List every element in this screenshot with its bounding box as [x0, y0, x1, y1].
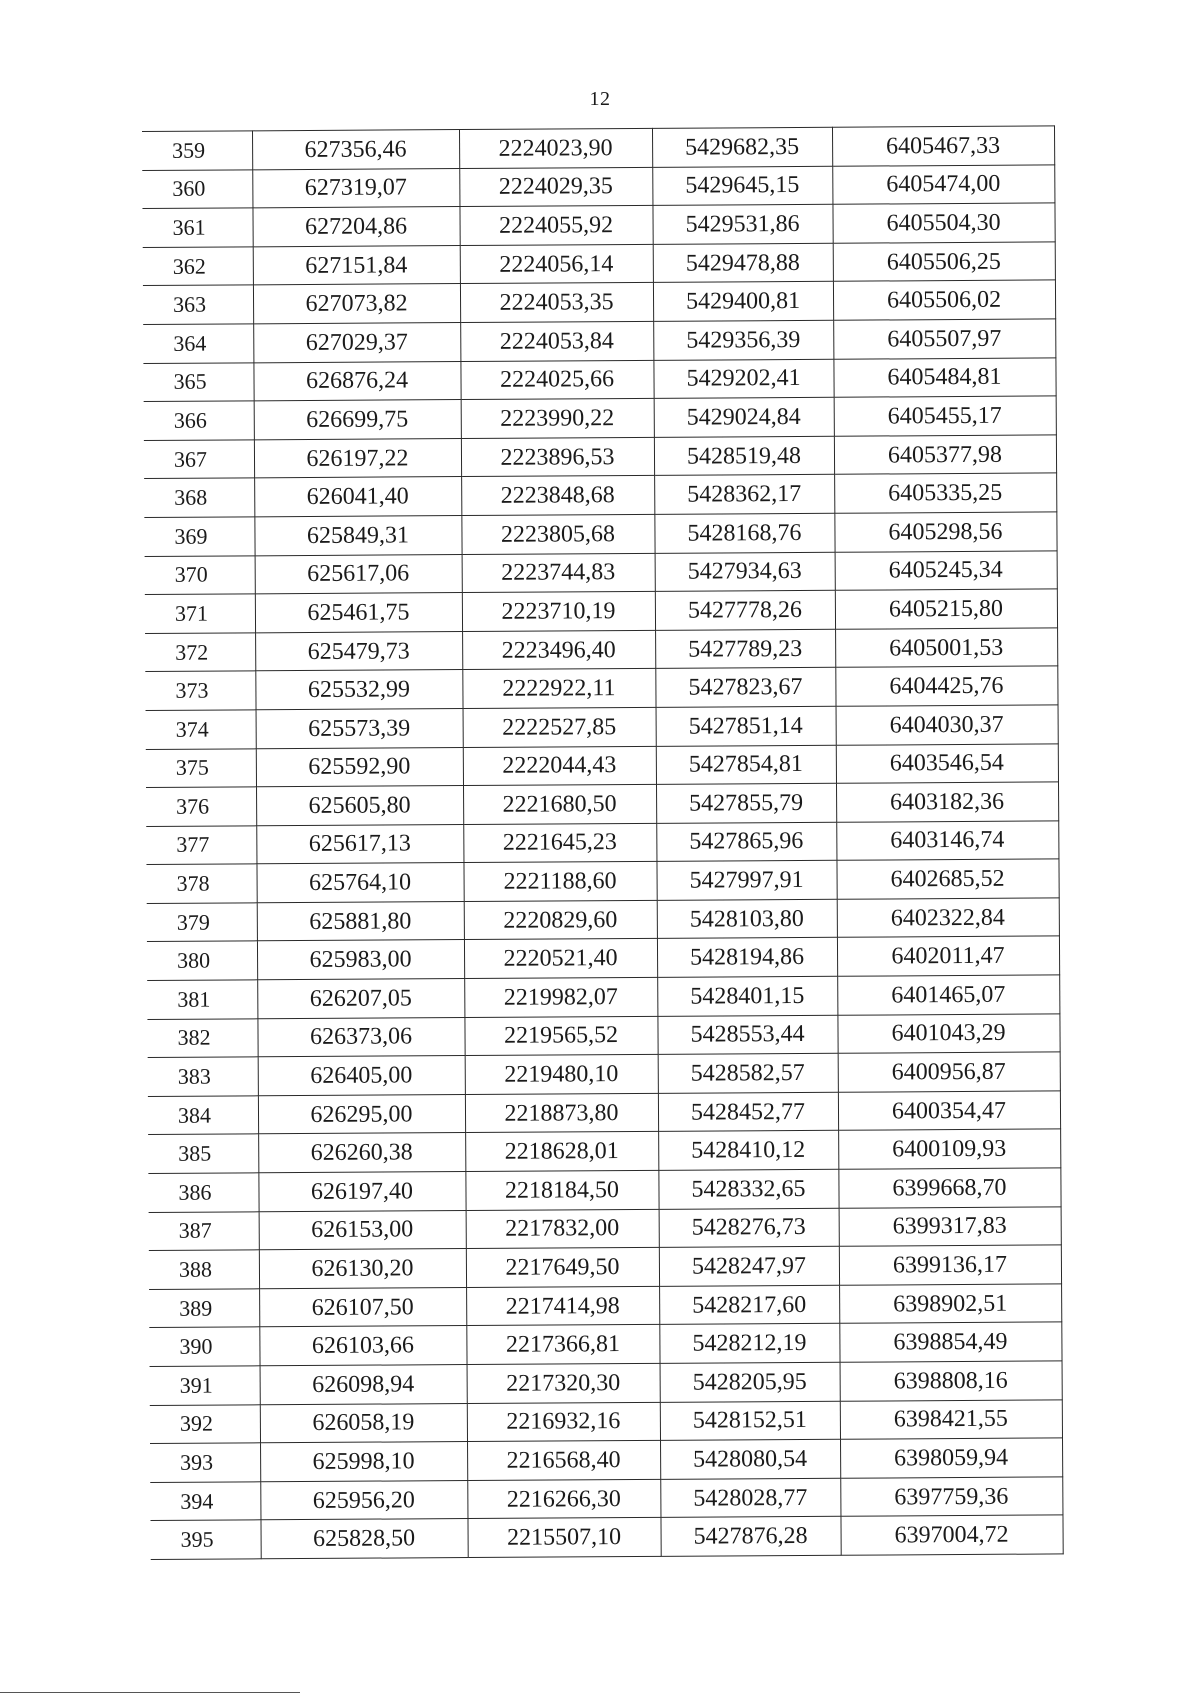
coord-y2-cell: 6398854,49: [839, 1322, 1061, 1362]
table-row: [149, 1245, 1061, 1289]
coord-y2-cell: 6405215,80: [835, 589, 1057, 629]
coord-y1-cell: 2224029,35: [459, 167, 652, 207]
point-number-cell: 395: [150, 1520, 260, 1559]
table-row: [144, 435, 1056, 479]
table-row: [147, 898, 1059, 942]
coord-x2-cell: 5428553,44: [657, 1015, 837, 1055]
coordinates-table: [142, 125, 1063, 1560]
coord-x2-cell: 5429531,86: [652, 204, 832, 244]
coord-y1-cell: 2223744,83: [462, 553, 655, 593]
table-row: [146, 782, 1058, 826]
point-number-cell: 359: [142, 131, 252, 170]
coord-y2-cell: 6402322,84: [837, 898, 1059, 938]
table-row: [146, 705, 1058, 749]
coord-x2-cell: 5427789,23: [655, 629, 835, 669]
coord-y1-cell: 2219480,10: [465, 1055, 658, 1095]
point-number-cell: 377: [146, 826, 256, 865]
coord-y2-cell: 6405377,98: [834, 435, 1056, 475]
coord-y1-cell: 2216932,16: [467, 1402, 660, 1442]
coord-y1-cell: 2219565,52: [464, 1016, 657, 1056]
coord-y1-cell: 2218628,01: [465, 1132, 658, 1172]
coord-x2-cell: 5428080,54: [660, 1439, 840, 1479]
coord-y1-cell: 2222044,43: [463, 746, 656, 786]
coord-y2-cell: 6403182,36: [836, 782, 1058, 822]
table-row: [145, 550, 1057, 594]
coord-x2-cell: 5428217,60: [659, 1285, 839, 1325]
point-number-cell: 389: [149, 1289, 259, 1328]
coord-x1-cell: 626373,06: [257, 1017, 464, 1057]
coord-x2-cell: 5428519,48: [654, 436, 834, 476]
table-row: [142, 165, 1054, 209]
coord-x1-cell: 626153,00: [259, 1210, 466, 1250]
coord-x1-cell: 625461,75: [255, 593, 462, 633]
coord-y1-cell: 2223990,22: [461, 399, 654, 439]
point-number-cell: 361: [142, 208, 252, 247]
point-number-cell: 364: [143, 324, 253, 363]
point-number-cell: 371: [145, 594, 255, 633]
table-row: [149, 1284, 1061, 1328]
coord-y2-cell: 6404030,37: [836, 705, 1058, 745]
coord-y2-cell: 6398902,51: [839, 1284, 1061, 1324]
point-number-cell: 391: [150, 1366, 260, 1405]
coord-x2-cell: 5428247,97: [659, 1246, 839, 1286]
coord-x2-cell: 5429400,81: [653, 282, 833, 322]
coord-x2-cell: 5429682,35: [652, 127, 832, 167]
table-row: [148, 1091, 1060, 1135]
table-row: [147, 975, 1059, 1019]
coord-y2-cell: 6398421,55: [840, 1399, 1062, 1439]
coord-y2-cell: 6403146,74: [836, 821, 1058, 861]
table-row: [150, 1515, 1062, 1559]
coord-y1-cell: 2222527,85: [463, 707, 656, 747]
coord-y1-cell: 2223710,19: [462, 592, 655, 632]
coord-x2-cell: 5427778,26: [655, 590, 835, 630]
coord-y1-cell: 2215507,10: [467, 1518, 660, 1558]
coord-x2-cell: 5428410,12: [658, 1131, 838, 1171]
coord-x1-cell: 627356,46: [252, 130, 459, 170]
coord-y2-cell: 6399317,83: [839, 1207, 1061, 1247]
coord-x1-cell: 626699,75: [254, 400, 461, 440]
table-row: [143, 319, 1055, 363]
table-row: [143, 357, 1055, 401]
coord-y1-cell: 2217366,81: [466, 1325, 659, 1365]
coord-x2-cell: 5427855,79: [656, 783, 836, 823]
coord-y2-cell: 6399136,17: [839, 1245, 1061, 1285]
coord-x2-cell: 5428452,77: [658, 1092, 838, 1132]
point-number-cell: 387: [149, 1211, 259, 1250]
coord-x1-cell: 626098,94: [260, 1365, 467, 1405]
coord-y1-cell: 2224023,90: [459, 128, 652, 168]
table-row: [149, 1322, 1061, 1366]
coord-y2-cell: 6398059,94: [840, 1438, 1062, 1478]
coord-y1-cell: 2217649,50: [466, 1248, 659, 1288]
coord-y1-cell: 2217320,30: [467, 1363, 660, 1403]
table-row: [146, 821, 1058, 865]
point-number-cell: 392: [150, 1404, 260, 1443]
coord-x1-cell: 625828,50: [260, 1519, 467, 1559]
coord-y2-cell: 6405474,00: [832, 165, 1054, 205]
coord-x2-cell: 5427823,67: [655, 668, 835, 708]
table-row: [143, 242, 1055, 286]
coord-x2-cell: 5427876,28: [660, 1517, 840, 1557]
point-number-cell: 393: [150, 1443, 260, 1482]
point-number-cell: 380: [147, 941, 257, 980]
coord-x1-cell: 626197,40: [258, 1172, 465, 1212]
coord-y1-cell: 2223896,53: [461, 437, 654, 477]
point-number-cell: 378: [146, 864, 256, 903]
coord-y1-cell: 2220829,60: [464, 900, 657, 940]
coord-y1-cell: 2217414,98: [466, 1286, 659, 1326]
point-number-cell: 385: [148, 1134, 258, 1173]
coord-y2-cell: 6397004,72: [840, 1515, 1062, 1555]
coord-y2-cell: 6405455,17: [834, 396, 1056, 436]
table-row: [149, 1207, 1061, 1251]
coord-x1-cell: 626207,05: [257, 979, 464, 1019]
coord-x1-cell: 626197,22: [254, 438, 461, 478]
point-number-cell: 383: [148, 1057, 258, 1096]
point-number-cell: 376: [146, 787, 256, 826]
coord-y1-cell: 2224056,14: [460, 244, 653, 284]
coord-x1-cell: 625617,13: [256, 824, 463, 864]
coord-x1-cell: 626041,40: [254, 477, 461, 517]
point-number-cell: 370: [145, 555, 255, 594]
coordinates-table-body: [142, 126, 1063, 1560]
table-row: [147, 936, 1059, 980]
table-row: [147, 1014, 1059, 1058]
point-number-cell: 386: [148, 1173, 258, 1212]
coord-x1-cell: 625617,06: [255, 554, 462, 594]
coord-y2-cell: 6405484,81: [833, 357, 1055, 397]
point-number-cell: 375: [146, 748, 256, 787]
coord-y2-cell: 6405467,33: [832, 126, 1054, 166]
coord-x1-cell: 626876,24: [253, 361, 460, 401]
table-row: [148, 1052, 1060, 1096]
coord-y1-cell: 2223805,68: [461, 514, 654, 554]
coord-y2-cell: 6405245,34: [835, 550, 1057, 590]
table-row: [145, 628, 1057, 672]
table-row: [145, 666, 1057, 710]
coord-x1-cell: 625605,80: [256, 786, 463, 826]
coord-x1-cell: 626058,19: [260, 1403, 467, 1443]
coord-y1-cell: 2222922,11: [462, 669, 655, 709]
point-number-cell: 374: [146, 710, 256, 749]
point-number-cell: 388: [149, 1250, 259, 1289]
point-number-cell: 368: [144, 478, 254, 517]
coord-y2-cell: 6405298,56: [834, 512, 1056, 552]
coord-y1-cell: 2216266,30: [467, 1479, 660, 1519]
point-number-cell: 369: [144, 517, 254, 556]
coord-x2-cell: 5428205,95: [660, 1362, 840, 1402]
coord-x1-cell: 625983,00: [257, 940, 464, 980]
footer-rule: [0, 1692, 300, 1693]
coord-x2-cell: 5429024,84: [654, 397, 834, 437]
coord-y1-cell: 2221645,23: [463, 823, 656, 863]
coord-x2-cell: 5427854,81: [656, 745, 836, 785]
coord-x2-cell: 5429645,15: [652, 166, 832, 206]
coord-x1-cell: 625532,99: [255, 670, 462, 710]
coord-x1-cell: 625573,39: [256, 708, 463, 748]
coord-x2-cell: 5428362,17: [654, 475, 834, 515]
coord-x1-cell: 625956,20: [260, 1480, 467, 1520]
table-row: [145, 589, 1057, 633]
coord-y1-cell: 2224025,66: [460, 360, 653, 400]
coord-y1-cell: 2224053,35: [460, 283, 653, 323]
coord-y2-cell: 6400956,87: [838, 1052, 1060, 1092]
coord-x2-cell: 5427934,63: [655, 552, 835, 592]
coord-y1-cell: 2218873,80: [465, 1093, 658, 1133]
coord-x2-cell: 5428582,57: [658, 1054, 838, 1094]
table-row: [144, 473, 1056, 517]
coord-y2-cell: 6405506,02: [833, 280, 1055, 320]
table-row: [148, 1129, 1060, 1173]
coord-x2-cell: 5427865,96: [656, 822, 836, 862]
point-number-cell: 379: [147, 903, 257, 942]
coord-y1-cell: 2223496,40: [462, 630, 655, 670]
coord-y1-cell: 2221188,60: [463, 862, 656, 902]
point-number-cell: 373: [145, 671, 255, 710]
coord-y2-cell: 6398808,16: [840, 1361, 1062, 1401]
coord-y2-cell: 6405504,30: [832, 203, 1054, 243]
point-number-cell: 394: [150, 1482, 260, 1521]
coord-y1-cell: 2216568,40: [467, 1441, 660, 1481]
coord-x1-cell: 625764,10: [256, 863, 463, 903]
point-number-cell: 363: [143, 285, 253, 324]
coord-y1-cell: 2220521,40: [464, 939, 657, 979]
coord-x2-cell: 5428332,65: [658, 1169, 838, 1209]
coord-y2-cell: 6404425,76: [835, 666, 1057, 706]
coord-y1-cell: 2224053,84: [460, 321, 653, 361]
coord-y2-cell: 6397759,36: [840, 1477, 1062, 1517]
table-row: [142, 203, 1054, 247]
coord-x1-cell: 626405,00: [258, 1056, 465, 1096]
coord-x1-cell: 626260,38: [258, 1133, 465, 1173]
coord-y2-cell: 6400109,93: [838, 1129, 1060, 1169]
point-number-cell: 365: [143, 362, 253, 401]
coord-y2-cell: 6399668,70: [838, 1168, 1060, 1208]
page-number: 12: [589, 88, 611, 110]
coord-x1-cell: 626103,66: [259, 1326, 466, 1366]
coord-y2-cell: 6405335,25: [834, 473, 1056, 513]
coord-y2-cell: 6401465,07: [837, 975, 1059, 1015]
table-row: [143, 280, 1055, 324]
table-row: [146, 743, 1058, 787]
table-row: [150, 1361, 1062, 1405]
coord-x1-cell: 625881,80: [257, 901, 464, 941]
point-number-cell: 372: [145, 633, 255, 672]
coord-y2-cell: 6400354,47: [838, 1091, 1060, 1131]
coord-y1-cell: 2218184,50: [465, 1170, 658, 1210]
coord-y2-cell: 6405506,25: [833, 242, 1055, 282]
point-number-cell: 390: [149, 1327, 259, 1366]
coord-x2-cell: 5429478,88: [653, 243, 833, 283]
point-number-cell: 360: [142, 169, 252, 208]
coord-x2-cell: 5429356,39: [653, 320, 833, 360]
coord-x1-cell: 627319,07: [252, 168, 459, 208]
table-row: [142, 126, 1054, 170]
coord-x2-cell: 5428401,15: [657, 976, 837, 1016]
coord-y2-cell: 6405507,97: [833, 319, 1055, 359]
coord-x2-cell: 5427851,14: [656, 706, 836, 746]
coord-x1-cell: 627029,37: [253, 323, 460, 363]
point-number-cell: 366: [144, 401, 254, 440]
coord-x1-cell: 626130,20: [259, 1249, 466, 1289]
coord-y1-cell: 2219982,07: [464, 977, 657, 1017]
coord-x1-cell: 625849,31: [254, 515, 461, 555]
table-row: [150, 1438, 1062, 1482]
coord-x2-cell: 5428276,73: [659, 1208, 839, 1248]
point-number-cell: 362: [143, 247, 253, 286]
coord-x2-cell: 5428194,86: [657, 938, 837, 978]
coord-x1-cell: 625998,10: [260, 1442, 467, 1482]
table-row: [144, 396, 1056, 440]
coord-x2-cell: 5428028,77: [660, 1478, 840, 1518]
coord-y1-cell: 2224055,92: [459, 206, 652, 246]
coord-x2-cell: 5428152,51: [660, 1401, 840, 1441]
table-row: [150, 1399, 1062, 1443]
point-number-cell: 381: [147, 980, 257, 1019]
coord-x1-cell: 627073,82: [253, 284, 460, 324]
coord-y2-cell: 6402685,52: [836, 859, 1058, 899]
coord-y2-cell: 6403546,54: [836, 743, 1058, 783]
coord-y2-cell: 6405001,53: [835, 628, 1057, 668]
coord-y1-cell: 2223848,68: [461, 476, 654, 516]
coord-x1-cell: 627204,86: [252, 207, 459, 247]
table-row: [148, 1168, 1060, 1212]
coord-x1-cell: 625592,90: [256, 747, 463, 787]
table-row: [150, 1477, 1062, 1521]
coord-y2-cell: 6401043,29: [837, 1014, 1059, 1054]
table-row: [146, 859, 1058, 903]
coord-x2-cell: 5429202,41: [653, 359, 833, 399]
point-number-cell: 384: [148, 1096, 258, 1135]
point-number-cell: 382: [147, 1018, 257, 1057]
coord-x1-cell: 626295,00: [258, 1094, 465, 1134]
coord-x1-cell: 626107,50: [259, 1287, 466, 1327]
coord-y1-cell: 2221680,50: [463, 784, 656, 824]
coord-x2-cell: 5428212,19: [659, 1324, 839, 1364]
coord-x1-cell: 627151,84: [253, 245, 460, 285]
coord-y2-cell: 6402011,47: [837, 936, 1059, 976]
coord-x1-cell: 625479,73: [255, 631, 462, 671]
coord-x2-cell: 5428103,80: [657, 899, 837, 939]
coord-x2-cell: 5427997,91: [656, 861, 836, 901]
coord-x2-cell: 5428168,76: [654, 513, 834, 553]
table-row: [144, 512, 1056, 556]
point-number-cell: 367: [144, 440, 254, 479]
coord-y1-cell: 2217832,00: [466, 1209, 659, 1249]
